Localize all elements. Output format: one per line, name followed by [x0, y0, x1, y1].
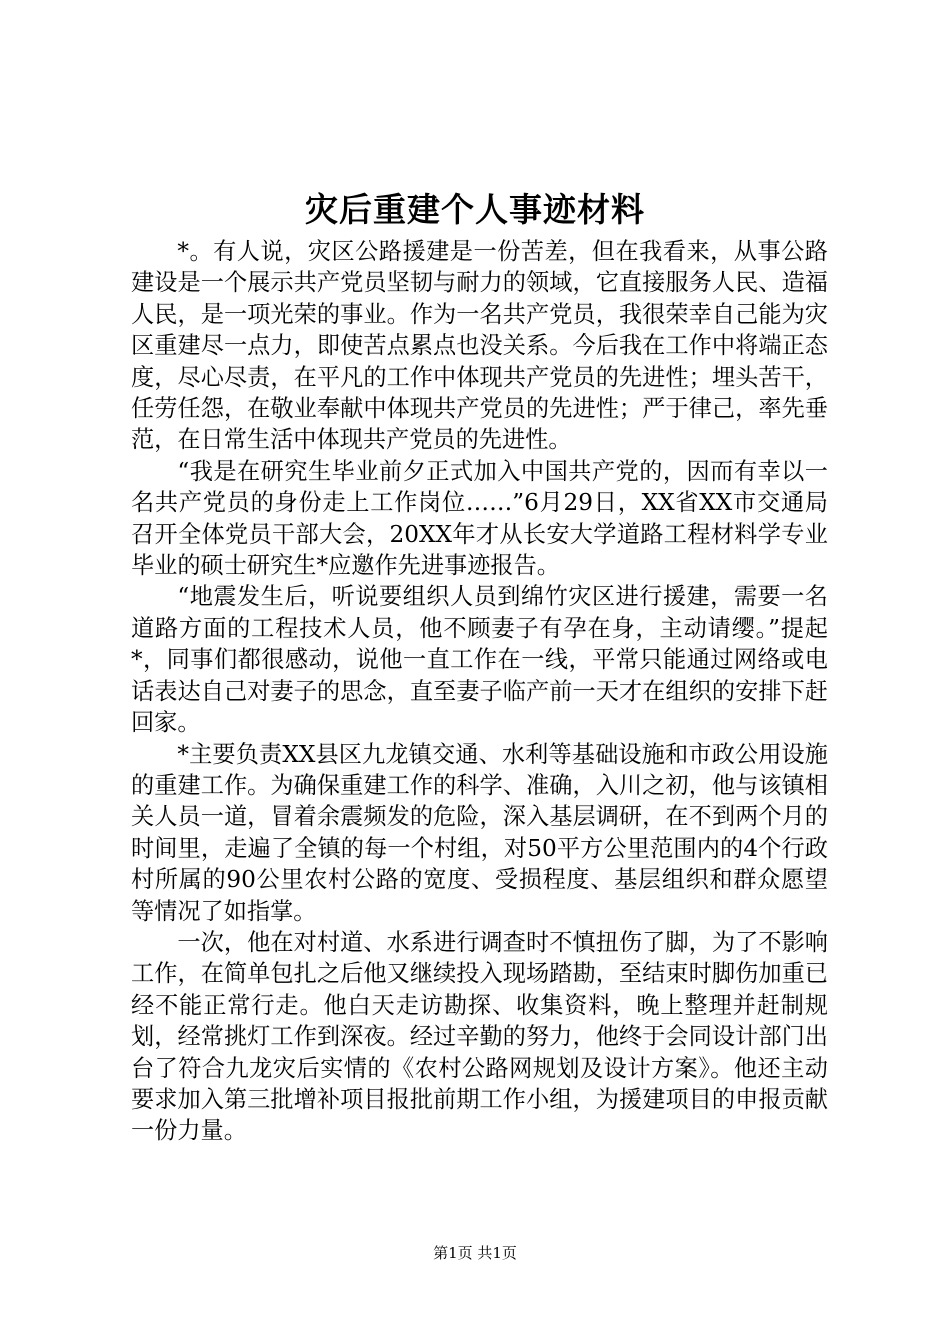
document-body — [131, 236, 828, 1147]
paragraph: “地震发生后，听说要组织人员到绵竹灾区进行援建，需要一名道路方面的工程技术人员，他不顾妻子有孕在身，主动请缨。”提起*，同事们都很感动，说他一直工作在一线，平常只能通过网络或电话表达自己对妻子的思念，直至妻子临产前一天才在组织的安排下赶回家。 — [131, 583, 828, 737]
paragraph: *。有人说，灾区公路援建是一份苦差，但在我看来，从事公路建设是一个展示共产党员坚韧与耐力的领域，它直接服务人民、造福人民，是一项光荣的事业。作为一名共产党员，我很荣幸自己能为灾区重建尽一点力，即使苦点累点也没关系。今后我在工作中将端正态度，尽心尽责，在平凡的工作中体现共产党员的先进性；埋头苦干，任劳任怨，在敬业奉献中体现共产党员的先进性；严于律己，率先垂范，在日常生活中体现共产党员的先进性。 — [131, 238, 828, 454]
paragraph: 一次，他在对村道、水系进行调查时不慎扭伤了脚，为了不影响工作，在简单包扎之后他又继续投入现场踏勘，至结束时脚伤加重已经不能正常行走。他白天走访勘探、收集资料，晚上整理并赶制规划，经常挑灯工作到深夜。经过辛勤的努力，他终于会同设计部门出台了符合九龙灾后实情的《农村公路网规划及设计方案》。他还主动要求加入第三批增补项目报批前期工作小组，为援建项目的申报贡献一份力量。 — [131, 928, 828, 1145]
paragraph: “我是在研究生毕业前夕正式加入中国共产党的，因而有幸以一名共产党员的身份走上工作岗位……”6月29日，XX省XX市交通局召开全体党员干部大会，20XX年才从长安大学道路工程材料学专业毕业的硕士研究生*应邀作先进事迹报告。 — [131, 457, 828, 580]
page-footer: 第1页 共1页 — [433, 1244, 517, 1262]
paragraph: *主要负责XX县区九龙镇交通、水利等基础设施和市政公用设施的重建工作。为确保重建工作的科学、准确，入川之初，他与该镇相关人员一道，冒着余震频发的危险，深入基层调研，在不到两个月的时间里，走遍了全镇的每一个村组，对50平方公里范围内的4个行政村所属的90公里农村公路的宽度、受损程度、基层组织和群众愿望等情况了如指掌。 — [131, 740, 828, 925]
document-title: 灾后重建个人事迹材料 — [305, 190, 645, 229]
